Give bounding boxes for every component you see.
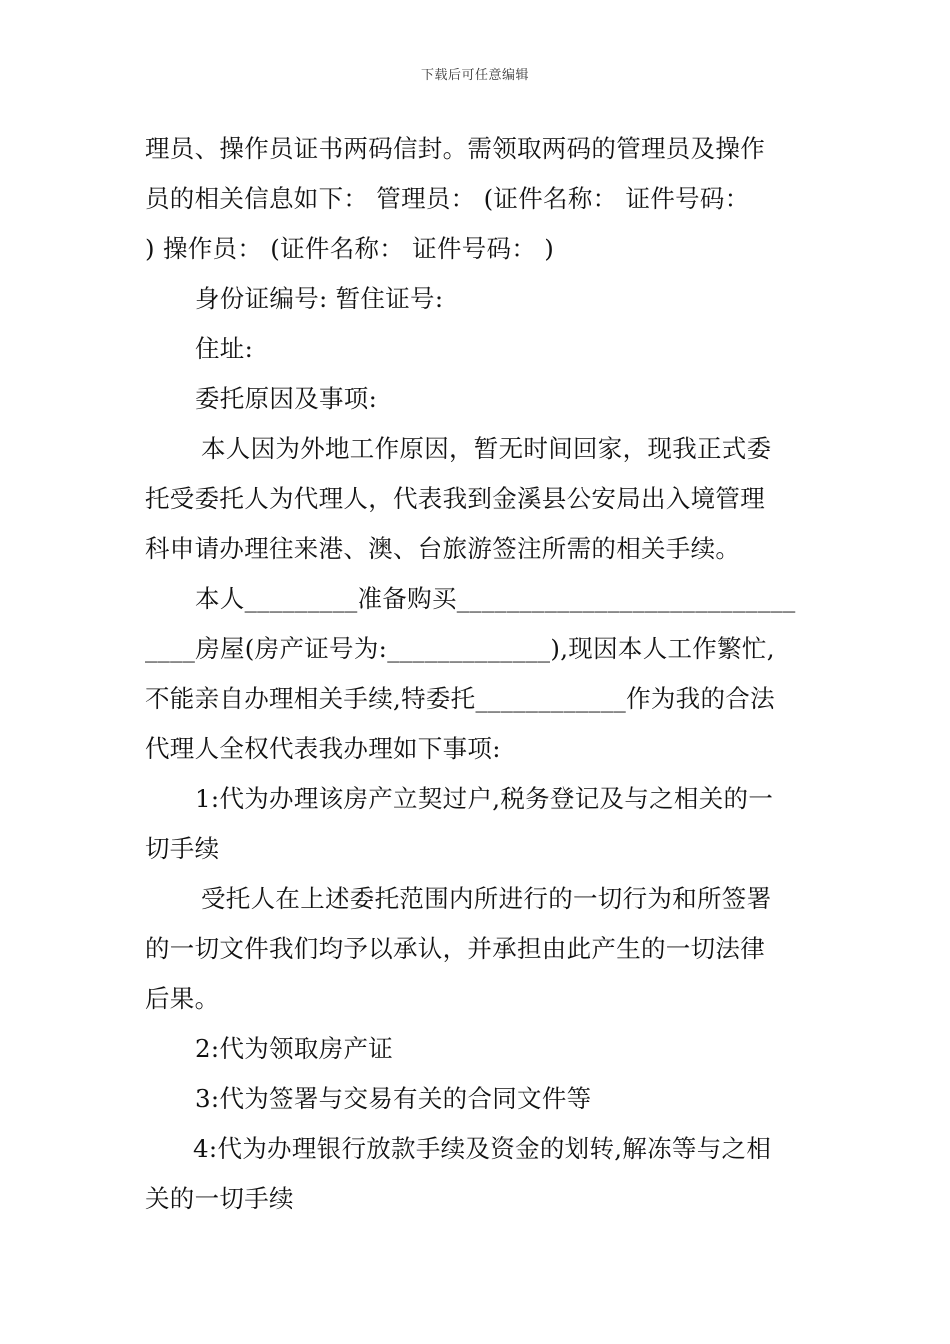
page-header: 下载后可任意编辑 (420, 68, 529, 83)
id-number-line: 身份证编号: 暂住证号: (195, 284, 444, 313)
paragraph-entrust-start: 本人因为外地工作原因，暂无时间回家，现我正式委 (201, 434, 772, 463)
item-2-line: 2:代为领取房产证 (195, 1034, 394, 1063)
text-line-12: 不能亲自办理相关手续,特委托____________作为我的合法 (145, 684, 775, 713)
text-line-18: 后果。 (145, 984, 220, 1013)
address-line: 住址: (195, 334, 254, 363)
text-line-17: 的一切文件我们均予以承认，并承担由此产生的一切法律 (145, 934, 765, 963)
paragraph-acknowledge-start: 受托人在上述委托范围内所进行的一切行为和所签署 (201, 884, 772, 913)
text-line-11: ____房屋(房产证号为:_____________),现因本人工作繁忙, (145, 634, 775, 663)
reason-heading: 委托原因及事项: (195, 384, 378, 413)
item-1-continued: 切手续 (145, 834, 220, 863)
text-line-3: ) 操作员： (证件名称： 证件号码： ) (145, 234, 555, 263)
item-1-line: 1:代为办理该房产立契过户,税务登记及与之相关的一 (195, 784, 774, 813)
text-line-9: 科申请办理往来港、澳、台旅游签注所需的相关手续。 (145, 534, 741, 563)
text-line-8: 托受委托人为代理人，代表我到金溪县公安局出入境管理 (145, 484, 765, 513)
document-body (145, 124, 813, 1224)
item-4-line: 4:代为办理银行放款手续及资金的划转,解冻等与之相 (193, 1134, 772, 1163)
text-line-13: 代理人全权代表我办理如下事项: (145, 734, 501, 763)
item-3-line: 3:代为签署与交易有关的合同文件等 (195, 1084, 592, 1113)
text-line-1: 理员、操作员证书两码信封。需领取两码的管理员及操作 (145, 134, 765, 163)
item-4-continued: 关的一切手续 (145, 1184, 294, 1213)
paragraph-purchase-start: 本人_________准备购买___________________________ (195, 584, 796, 613)
text-line-2: 员的相关信息如下： 管理员： (证件名称： 证件号码： (145, 184, 750, 213)
